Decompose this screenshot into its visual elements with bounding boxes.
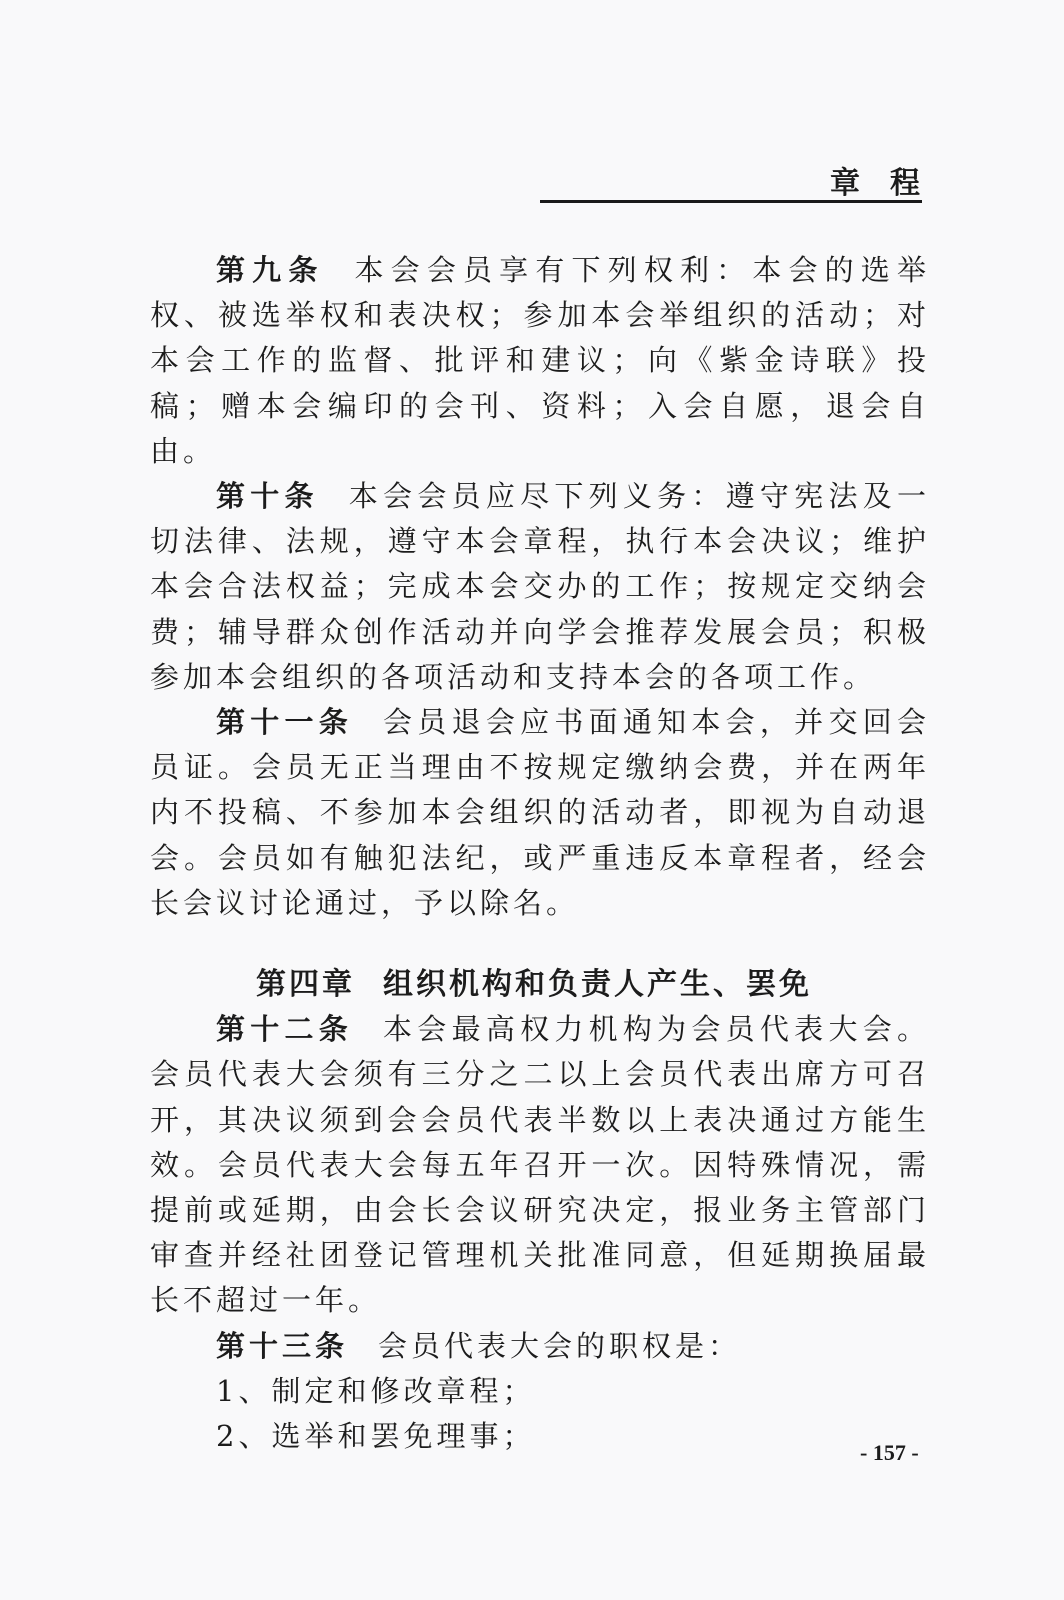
list-item: 1、制定和修改章程； — [216, 1373, 536, 1408]
article-13 — [150, 1324, 930, 1369]
article-label: 第九条 — [216, 253, 325, 287]
article-12 — [150, 1007, 930, 1323]
list-item: 2、选举和罢免理事； — [216, 1419, 536, 1454]
chapter-heading — [150, 962, 930, 1007]
article-label: 第十一条 — [216, 705, 354, 740]
chapter-title: 组织机构和负责人产生、罢免 — [383, 967, 812, 1003]
page-number: - 157 - — [860, 1440, 919, 1465]
article-text: 本会会员享有下列权利：本会的选举权、被选举权和表决权；参加本会举组织的活动；对本会工作的监督、批评和建议；向《紫金诗联》投稿；赠本会编印的会刊、资料；入会自愿，退会自由。 — [150, 253, 930, 468]
running-head-title: 章程 — [830, 166, 950, 201]
article-label: 第十二条 — [216, 1012, 354, 1047]
body-text — [150, 248, 930, 1459]
article-label: 第十条 — [216, 479, 319, 514]
article-text: 本会最高权力机构为会员代表大会。会员代表大会须有三分之二以上会员代表出席方可召开，其决议须到会会员代表半数以上表决通过方能生效。会员代表大会每五年召开一次。因特殊情况，需提前或延期，由会长会议研究决定，报业务主管部门审查并经社团登记管理机关批准同意，但延期换届最长不超过一年。 — [150, 1012, 930, 1318]
article-9 — [150, 248, 930, 474]
article-11 — [150, 700, 930, 926]
article-10 — [150, 474, 930, 700]
article-text: 本会会员应尽下列义务：遵守宪法及一切法律、法规，遵守本会章程，执行本会决议；维护本会合法权益；完成本会交办的工作；按规定交纳会费；辅导群众创作活动并向学会推荐发展会员；积极参加本会组织的各项活动和支持本会的各项工作。 — [150, 479, 930, 694]
running-head — [540, 158, 950, 203]
article-text: 会员代表大会的职权是： — [378, 1328, 742, 1363]
article-text: 会员退会应书面通知本会，并交回会员证。会员无正当理由不按规定缴纳会费，并在两年内不投稿、不参加本会组织的活动者，即视为自动退会。会员如有触犯法纪，或严重违反本章程者，经会长会议讨论通过，予以除名。 — [150, 705, 930, 920]
chapter-number: 第四章 — [256, 967, 355, 1003]
article-label: 第十三条 — [216, 1328, 349, 1363]
